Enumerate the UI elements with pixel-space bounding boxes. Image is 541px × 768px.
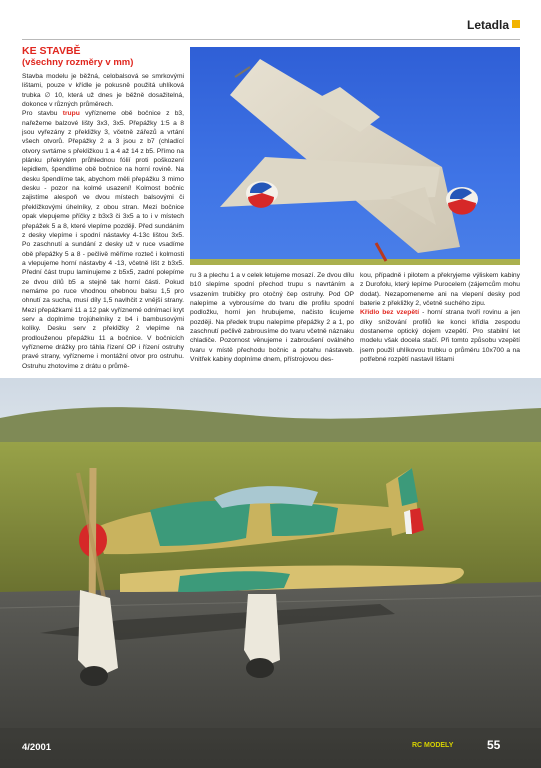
section-title: Letadla — [466, 18, 509, 32]
paragraph: Křídlo bez vzepětí - horní strana tvoří rovinu a jen díky snižování profilů ke konci křídla zespodu dostaneme optický dojem vzepětí. Pro stabilní let modelu však docela stačí. Při tomto způsobu vzepětí jsem použil uhlíkovou trubku o průměru 10x700 a na potřebné rozpětí nastavil lištami — [360, 309, 520, 364]
article-title-line2: (všechny rozměry v mm) — [22, 57, 134, 68]
photo-model-on-runway — [0, 378, 541, 768]
paragraph: Stavba modelu je běžná, celobalsová se smrkovými lištami, pouze v křídle je pokusně použitá uhlíková trubka ∅ 10, která už dnes je běžně dosažitelná, dokonce v různých průměrech. — [22, 73, 184, 109]
paragraph: ru 3 a plechu 1 a v celek letujeme mosazí. Ze dvou dílu b10 slepíme spodní přechod trupu s navrtáním a vsazením trubičky pro otočný čep ostruhy. Pod OP nalepíme a vybrousíme do tvaru dle profilu spodní podložku, horní jen hrubujeme, načisto licujeme později. Na předek trupu nalepíme přepážky 2 a 1, po zaschnutí pečlivě zabrousíme do tvaru včetně náznaku chladiče. Pozornost věnujeme i zabroušení oválného tvaru v místě přechodu bočnic a potahu nástaveb. Vnitřek kabiny doplníme dnem, přístrojovou des- — [190, 272, 354, 364]
paragraph: Pro stavbu trupu vyřízneme obě bočnice z b3, nařežeme balzové lišty 3x3, 3x5. Přepážky 1:5 a 8 jsou vyřezány z překližky 3, včetně zářezů a vrtání všech otvorů. Přepážky 2 a 3 jsou z b7 (chladící otvory svrtáme s překližkou 1 a 4 až 14 z b5. Přímo na plánku překrytém průhlednou fólií proti poškození lepidlem, špendlíme obě bočnice na horní rovině. Na desku špendlíme tak, abychom měli přepážku 3 mimo desku - pozor na kolmé usazení! Kolmost bočnic zajistíme alespoň ve dvou místech balsovými či překližkovými úhelníky, z obou stran. Mezi bočnice opak vlepujeme příčky z b3x3 či 3x5 a to i v místech přepážek 5 a 8, které vlepíme později. Před sundáním z desky vlepíme i spodní nástavky 4-13c lištou 3x5. Po zaschnutí a sundání z desky už v ruce vsadíme obě přepážky 5 a 8 - pečlivě měříme rozteč i kolmosti a vlepujeme horní nástavby 4 -13, včetně lišt z b3x5. Přední část trupu laminujeme z b5x5, zadní polepíme ze dvou dílů b5 a stejně tak horní části. Pokud nemáme po ruce vhodnou ohebnou balsu 1,5 pro ohnutí za sucha, musí díly 1,5 navlhčit z vnější strany. Mezi přepážkami 11 a 12 pak vyříznemé odnímací kryt serv a doplníme trojúhelníky z b4 i bambusovými kolíky. Desku serv z překližky 2 vlepíme na prodlouženou přepážku 11 a bočnice. V bočnicích vyřízneme drážky pro táhla řízení OP i řízení ostruhy pravé strany, vyřízneme i montážní otvor pro ostruhu. Ostruhu zhotovíme z drátu o průmě- — [22, 110, 184, 370]
photo-model-in-flight — [190, 47, 520, 265]
keyword-highlight: trupu — [62, 110, 80, 118]
keyword-highlight: Křídlo bez vzepětí — [360, 309, 420, 317]
page-number: 55 — [487, 738, 501, 752]
paragraph: kou, případně i pilotem a překryjeme výliskem kabiny z Durofolu, který lepíme Purocelem (zájemcům mohu dodat). Nezapomeneme ani na vlepení desky pod baterie z překližky 2, včetně suchého zipu. — [360, 272, 520, 308]
section-marker — [512, 20, 520, 28]
text-column-1 — [22, 72, 184, 390]
article-title — [22, 46, 187, 68]
text-column-3 — [360, 271, 520, 390]
page-header — [0, 0, 541, 40]
header-rule — [22, 39, 520, 40]
text-column-2 — [190, 271, 354, 390]
magazine-logo: RC MODELY — [412, 742, 454, 749]
article-title-line1: KE STAVBĚ — [22, 45, 81, 57]
issue-number: 4/2001 — [22, 742, 52, 753]
